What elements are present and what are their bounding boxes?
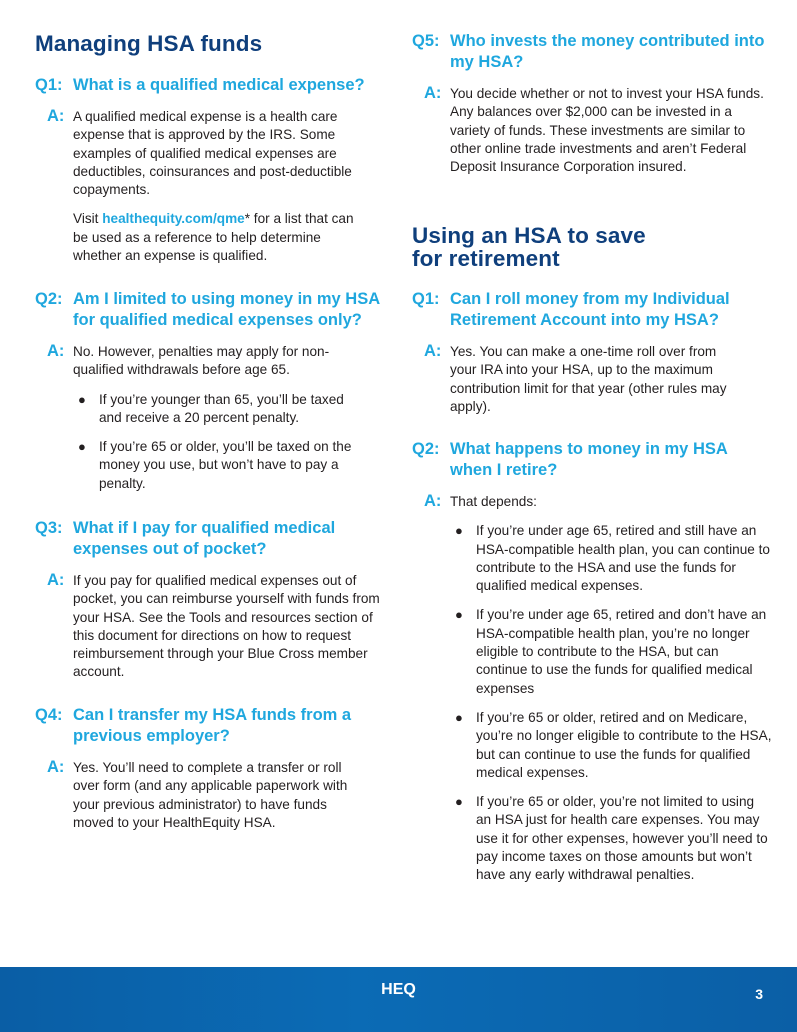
answer-text: You decide whether or not to invest your HSA funds. Any balances over $2,000 can be invested in a variety of funds. These investments are similar to other online trade investments and aren’t Federal Deposit Insurance Corporation insured. <box>450 86 764 175</box>
bullet-icon: ● <box>78 391 86 407</box>
answer-q2 <box>35 343 390 493</box>
question-text: Can I roll money from my Individual Retirement Account into my HSA? <box>450 290 730 329</box>
list-item: ● If you’re younger than 65, you’ll be taxed and receive a 20 percent penalty. <box>78 391 344 425</box>
question-q4 <box>35 705 390 747</box>
answer-text: If you pay for qualified medical expenses out of pocket, you can reimburse yourself with funds from your HSA. See the Tools and resources section of this document for directions on how to request reimbursement through your Blue Cross member account. <box>73 573 380 680</box>
list-item: ● If you’re 65 or older, you’ll be taxed on the money you use, but won’t have to pay a penalty. <box>78 439 352 491</box>
qme-link[interactable]: healthequity.com/qme <box>102 211 245 227</box>
answer-label: A: <box>47 758 65 776</box>
bullet-icon: ● <box>455 523 463 539</box>
answer-label: A: <box>47 571 65 589</box>
answer-label: A: <box>47 342 65 360</box>
answer-retirement-q1 <box>412 343 772 416</box>
answer-text: A qualified medical expense is a health care expense that is approved by the IRS. Some examples of qualified medical expenses are deductibles, coinsurances and post-deductible copayments. <box>73 109 352 198</box>
page-number: 3 <box>755 986 763 1002</box>
list-item: ● If you’re under age 65, retired and don’t have an HSA-compatible health plan, you’re no longer eligible to contribute to the HSA, but can continue to use the funds for qualified medical expenses <box>455 607 767 696</box>
answer-label: A: <box>424 342 442 360</box>
list-item: ● If you’re 65 or older, you’re not limited to using an HSA just for health care expenses. You may use it for other expenses, however you’ll need to pay income taxes on those amounts but won’t have any early withdrawal penalties. <box>455 794 768 883</box>
answer-q3 <box>35 572 390 682</box>
question-text: What happens to money in my HSA when I retire? <box>450 440 728 479</box>
question-q1 <box>35 75 390 96</box>
bullet-list <box>450 522 772 884</box>
answer-label: A: <box>424 492 442 510</box>
question-text: What if I pay for qualified medical expenses out of pocket? <box>73 519 336 558</box>
bullet-icon: ● <box>455 709 463 725</box>
question-number: Q5: <box>412 32 440 50</box>
question-text: Am I limited to using money in my HSA for qualified medical expenses only? <box>73 290 380 329</box>
bullet-icon: ● <box>78 439 86 455</box>
question-number: Q2: <box>35 290 63 308</box>
question-number: Q1: <box>412 290 440 308</box>
answer-label: A: <box>47 107 65 125</box>
answer-q1 <box>35 108 390 265</box>
question-text: Who invests the money contributed into my HSA? <box>450 32 765 71</box>
answer-retirement-q2 <box>412 493 772 885</box>
answer-label: A: <box>424 84 442 102</box>
section-title-retirement: Using an HSA to save for retirement <box>412 223 646 271</box>
question-q2 <box>35 289 390 331</box>
section-title-managing-hsa-funds: Managing HSA funds <box>35 31 263 56</box>
answer-q4 <box>35 759 390 832</box>
answer-text: No. However, penalties may apply for non-qualified withdrawals before age 65. <box>73 344 330 378</box>
answer-text: Yes. You can make a one-time roll over from your IRA into your HSA, up to the maximum contribution limit for that year (other rules may apply). <box>450 344 727 414</box>
list-item: ● If you’re under age 65, retired and still have an HSA-compatible health plan, you can continue to contribute to the HSA and use the funds for qualified medical expenses. <box>455 523 770 594</box>
question-retirement-q2 <box>412 439 772 481</box>
question-number: Q3: <box>35 519 63 537</box>
question-q3 <box>35 518 390 560</box>
question-number: Q4: <box>35 706 63 724</box>
footer-bar <box>0 967 797 1032</box>
answer-text-visit: Visit healthequity.com/qme* for a list that can be used as a reference to help determine whether an expense is qualified. <box>73 211 354 264</box>
bullet-icon: ● <box>455 794 463 810</box>
list-item: ● If you’re 65 or older, retired and on Medicare, you’re no longer eligible to contribute to the HSA, but can continue to use the funds for qualified medical expenses. <box>455 709 772 780</box>
heq-logo: HEQ <box>381 981 416 998</box>
question-text: Can I transfer my HSA funds from a previous employer? <box>73 706 352 745</box>
bullet-icon: ● <box>455 607 463 623</box>
bullet-list <box>73 391 368 493</box>
answer-text: Yes. You’ll need to complete a transfer or roll over form (and any applicable paperwork with your previous administrator) to have funds moved to your HealthEquity HSA. <box>73 760 348 830</box>
question-q5 <box>412 31 772 73</box>
answer-text: That depends: <box>450 494 537 509</box>
question-number: Q1: <box>35 76 63 94</box>
answer-q5 <box>412 85 772 176</box>
question-number: Q2: <box>412 440 440 458</box>
question-text: What is a qualified medical expense? <box>73 76 365 94</box>
question-retirement-q1 <box>412 289 772 331</box>
